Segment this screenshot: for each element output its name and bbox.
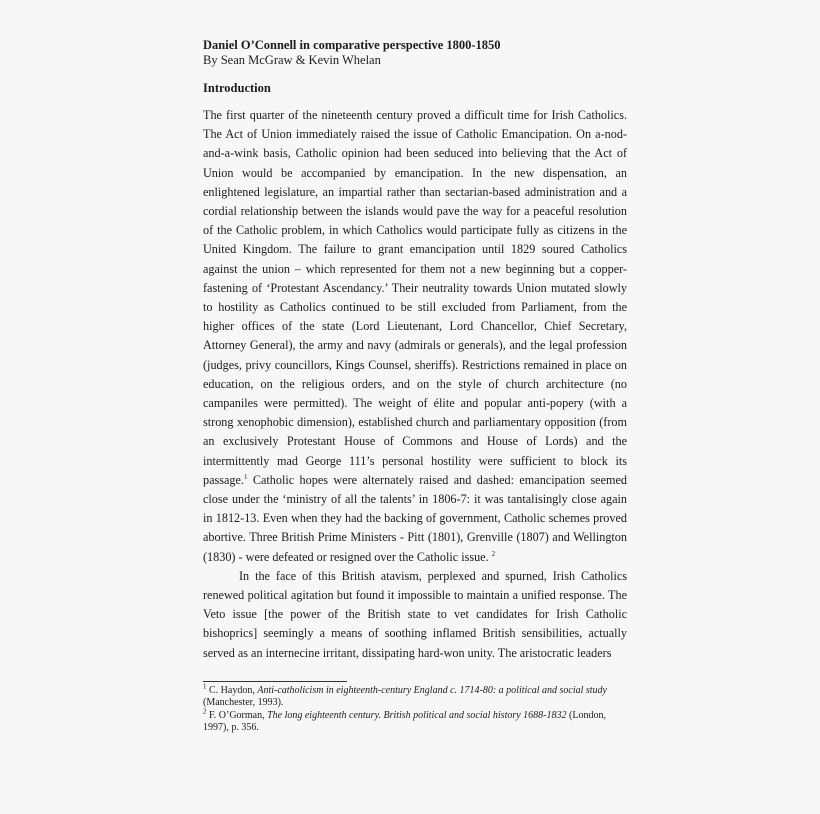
section-heading: Introduction bbox=[203, 81, 271, 95]
footnote-2-text: F. O’Gorman, bbox=[206, 709, 268, 721]
document-byline: By Sean McGraw & Kevin Whelan bbox=[203, 53, 381, 67]
footnote-2-number: 2 bbox=[203, 707, 207, 716]
page-content bbox=[203, 38, 627, 735]
footnote-2-work-title: The long eighteenth century. British political and social history 1688-1832 bbox=[267, 709, 567, 721]
footnote-2-publication: (London, 1997), p. 356. bbox=[203, 709, 606, 734]
footnote-reference-2: 2 bbox=[491, 549, 496, 558]
footnote-1-publication: (Manchester, 1993). bbox=[203, 697, 284, 709]
body-paragraph-2: In the face of this British atavism, perplexed and spurned, Irish Catholics renewed political agitation but found it impossible to maintain a unified response. The Veto issue [the power of the British state to vet candidates for Irish Catholic bishoprics] seemingly a means of soothing inflamed British sensibilities, actually served as an internecine irritant, dissipating hard-won unity. The aristocratic leaders bbox=[203, 568, 627, 660]
footnote-separator bbox=[203, 681, 347, 682]
footnote-1 bbox=[203, 682, 627, 710]
paragraph-1-text: The first quarter of the nineteenth century proved a difficult time for Irish Catholics. The Act of Union immediately raised the issue of Catholic Emancipation. On a-nod-and-a-wink basis, Catholic opinion had been seduced into believing that the Act of Union would be accompanied by emancipation. In the new dispensation, an enlightened legislature, an impartial rather than sectarian-based administration and a cordial relationship between the islands would pave the way for a peaceful resolution of the Catholic problem, in which Catholics would participate fully as citizens in the United Kingdom. The failure to grant emancipation until 1829 soured Catholics against the union – which represented for them not a new beginning but a copper-fastening of ‘Protestant Ascendancy.’ Their neutrality towards Union mutated slowly to hostility as Catholics continued to be still excluded from Parliament, from the higher offices of the state (Lord Lieutenant, Lord Chancellor, Chief Secretary, Attorney General), the army and navy (admirals or generals), and the legal profession (judges, privy councillors, Kings Counsel, sheriffs). Restrictions remained in place on education, on the religious orders, and on the style of church architecture (no campaniles were permitted). The weight of élite and popular anti-popery (with a strong xenophobic dimension), established church and parliamentary opposition (from an exclusively Protestant House of Commons and House of Lords) and the intermittently mad George 111’s personal hostility were sufficient to block its passage. bbox=[203, 108, 627, 487]
body-paragraph-1 bbox=[203, 106, 627, 567]
footnote-2 bbox=[203, 707, 627, 735]
document-title: Daniel O’Connell in comparative perspective 1800-1850 bbox=[203, 38, 501, 52]
footnote-1-work-title: Anti-catholicism in eighteenth-century England c. 1714-80: a political and social study bbox=[257, 684, 607, 696]
footnote-1-text: C. Haydon, bbox=[206, 684, 258, 696]
footnote-reference-1: 1 bbox=[243, 472, 248, 481]
paragraph-1-continued-text: Catholic hopes were alternately raised and dashed: emancipation seemed close under the ‘ministry of all the talents’ in 1806-7: it was tantalisingly close again in 1812-13. Even when they had the backing of government, Catholic schemes proved abortive. Three British Prime Ministers - Pitt (1801), Grenville (1807) and Wellington (1830) - were defeated or resigned over the Catholic issue. bbox=[203, 472, 627, 564]
footnote-1-number: 1 bbox=[203, 682, 207, 691]
